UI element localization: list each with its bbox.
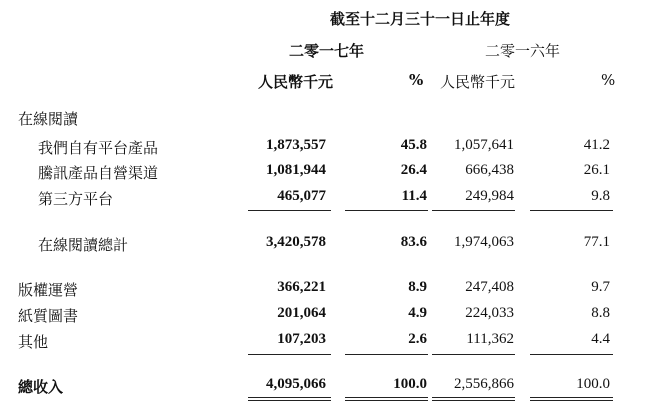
value-2017-copyright: 366,221 <box>277 279 326 295</box>
value-2016-own-platform: 1,057,641 <box>454 137 514 153</box>
pct-2017-online-total: 83.6 <box>400 234 427 250</box>
period-heading: 截至十二月三十一日止年度 <box>330 10 511 28</box>
row-label-online-reading: 在線閱讀 <box>18 110 79 128</box>
value-2017-online-total: 3,420,578 <box>266 234 326 250</box>
pct-2017-total-revenue: 100.0 <box>393 376 427 392</box>
pct-2017-tencent-channels: 26.4 <box>400 162 427 178</box>
value-2016-total-revenue: 2,556,866 <box>454 376 514 392</box>
pct-2016-total-revenue: 100.0 <box>576 376 610 392</box>
value-2017-others: 107,203 <box>277 331 326 347</box>
grand-total-rule-b-2017-pct <box>345 400 428 401</box>
pct-2016-own-platform: 41.2 <box>583 137 610 153</box>
row-label-paper-books: 紙質圖書 <box>18 307 79 325</box>
rmb-2016-header: 人民幣千元 <box>440 73 516 91</box>
total-rule-2017-value <box>248 354 331 355</box>
grand-total-rule-b-2016-pct <box>530 400 613 401</box>
grand-total-rule-a-2016-value <box>432 397 515 398</box>
pct-2016-tencent-channels: 26.1 <box>583 162 610 178</box>
value-2016-copyright: 247,408 <box>465 279 514 295</box>
pct-2017-paper-books: 4.9 <box>408 305 427 321</box>
pct-2017-others: 2.6 <box>408 331 427 347</box>
value-2016-third-party: 249,984 <box>465 188 514 204</box>
pct-2016-header: % <box>601 71 616 89</box>
pct-2017-own-platform: 45.8 <box>400 137 427 153</box>
value-2016-others: 111,362 <box>466 331 514 347</box>
row-label-own-platform: 我們自有平台產品 <box>38 139 159 157</box>
pct-2017-copyright: 8.9 <box>408 279 427 295</box>
grand-total-rule-b-2017-value <box>248 400 331 401</box>
pct-2016-paper-books: 8.8 <box>591 305 610 321</box>
row-label-third-party: 第三方平台 <box>38 190 114 208</box>
grand-total-rule-a-2017-pct <box>345 397 428 398</box>
rmb-2017-header: 人民幣千元 <box>258 73 334 91</box>
subtotal-rule-2016-pct <box>530 210 613 211</box>
total-rule-2017-pct <box>345 354 428 355</box>
pct-2017-header: % <box>409 71 424 89</box>
value-2016-paper-books: 224,033 <box>465 305 514 321</box>
subtotal-rule-2017-value <box>248 210 331 211</box>
grand-total-rule-a-2017-value <box>248 397 331 398</box>
subtotal-rule-2017-pct <box>345 210 428 211</box>
total-rule-2016-value <box>432 354 515 355</box>
row-label-others: 其他 <box>18 333 49 351</box>
year-2017-heading: 二零一七年 <box>289 42 365 60</box>
pct-2016-others: 4.4 <box>591 331 610 347</box>
value-2017-tencent-channels: 1,081,944 <box>266 162 326 178</box>
grand-total-rule-b-2016-value <box>432 400 515 401</box>
pct-2016-online-total: 77.1 <box>583 234 610 250</box>
value-2016-online-total: 1,974,063 <box>454 234 514 250</box>
pct-2016-third-party: 9.8 <box>591 188 610 204</box>
value-2017-third-party: 465,077 <box>277 188 326 204</box>
pct-2016-copyright: 9.7 <box>591 279 610 295</box>
value-2017-own-platform: 1,873,557 <box>266 137 326 153</box>
year-2016-heading: 二零一六年 <box>485 42 561 60</box>
value-2017-total-revenue: 4,095,066 <box>266 376 326 392</box>
total-rule-2016-pct <box>530 354 613 355</box>
row-label-total-revenue: 總收入 <box>18 378 64 396</box>
grand-total-rule-a-2016-pct <box>530 397 613 398</box>
row-label-copyright: 版權運營 <box>18 281 79 299</box>
subtotal-rule-2016-value <box>432 210 515 211</box>
value-2016-tencent-channels: 666,438 <box>465 162 514 178</box>
row-label-tencent-channels: 騰訊產品自營渠道 <box>38 164 159 182</box>
row-label-online-total: 在線閱讀總計 <box>38 236 129 254</box>
pct-2017-third-party: 11.4 <box>401 188 427 204</box>
value-2017-paper-books: 201,064 <box>277 305 326 321</box>
